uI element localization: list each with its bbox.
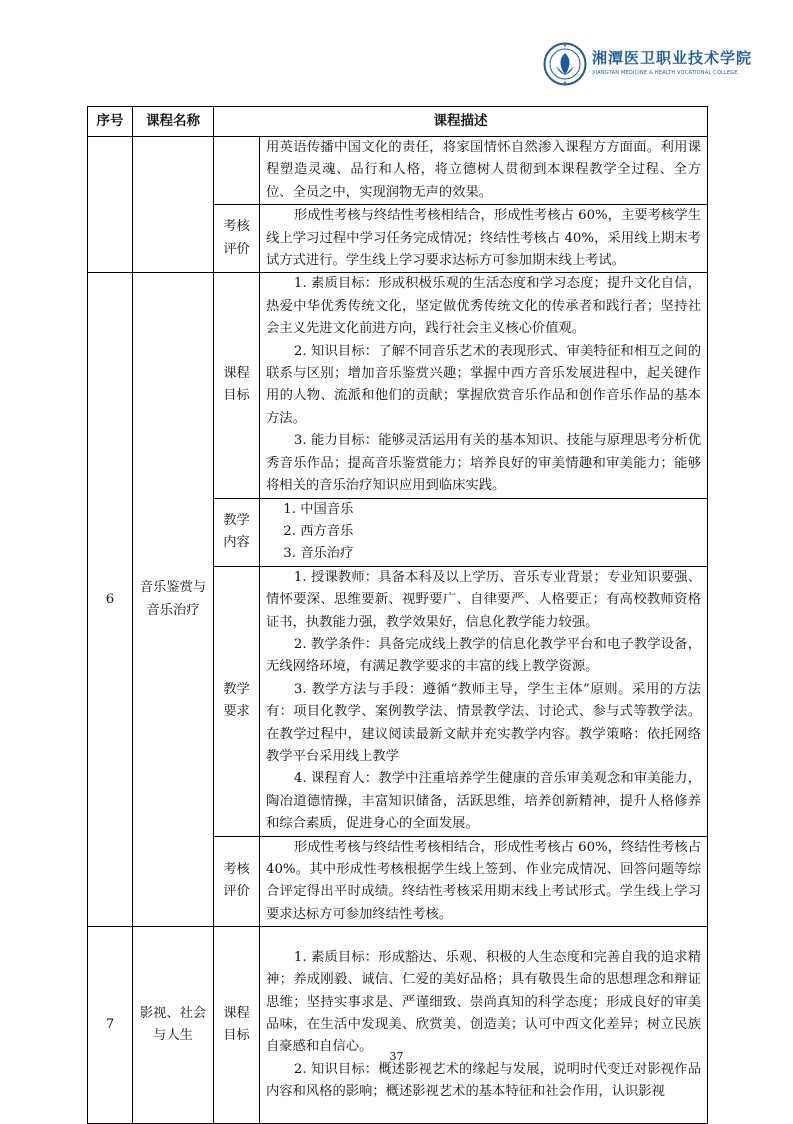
logo-chinese-name: 湘潭医卫职业技术学院 [592, 49, 753, 67]
prev-assess-text: 形成性考核与终结性考核相结合，形成性考核占 60%，主要考核学生线上学习过程中学习任务完成情况；终结性考核占 40%，采用线上期末考试方式进行。学生线上学习要求达标方可参加期末线上考试。 [260, 205, 708, 273]
list-item: 3. 教学方法与手段：遵循“教师主导，学生主体”原则。采用的方法有：项目化教学、案例教学法、情景教学法、讨论式、参与式等教学法。在教学过程中，建议阅读最新文献并充实教学内容。教学策略：依托网络教学平台采用线上教学 [266, 681, 701, 764]
list-item: 3. 能力目标：能够灵活运用有关的基本知识、技能与原理思考分析优秀音乐作品；提高音乐鉴赏能力；培养良好的审美情趣和审美能力；能够将相关的音乐治疗知识应用到临床实践。 [266, 433, 701, 494]
row6-course-name: 音乐鉴赏与音乐治疗 [133, 273, 214, 927]
header-course-name: 课程名称 [133, 107, 214, 137]
list-item: 1. 素质目标：形成积极乐观的生活态度和学习态度；提升文化自信，热爱中华优秀传统文化，坚定做优秀传统文化的传承者和践行者；坚持社会主义先进文化前进方向，践行社会主义核心价值观。 [266, 276, 701, 337]
page-number: 37 [389, 1050, 404, 1063]
row6-goals [260, 273, 708, 498]
row6-content-label: 教学内容 [214, 498, 260, 566]
row7-no: 7 [88, 927, 133, 1124]
college-emblem-icon [543, 42, 587, 86]
prev-assess-label: 考核评价 [214, 205, 260, 273]
list-item: 2. 西方音乐 [283, 523, 354, 539]
row6-req-label: 教学要求 [214, 566, 260, 836]
row7-goals [260, 927, 708, 1124]
course-table [87, 106, 708, 1124]
prev-name-cell [133, 137, 214, 273]
row6-reqs [260, 566, 708, 836]
logo-english-name: XIANGTAN MEDICINE & HEALTH VOCATIONAL COLLEGE [592, 70, 738, 76]
row6-no: 6 [88, 273, 133, 927]
list-item: 2. 知识目标：概述影视艺术的缘起与发展，说明时代变迁对影视作品内容和风格的影响；概述影视艺术的基本特征和社会作用，认识影视 [266, 1061, 701, 1100]
list-item: 3. 音乐治疗 [283, 546, 354, 562]
prev-continued-text: 用英语传播中国文化的责任，将家国情怀自然渗入课程方方面面。利用课程塑造灵魂、品行和人格，将立德树人贯彻到本课程教学全过程、全方位、全员之中，实现润物无声的效果。 [260, 137, 708, 205]
list-item: 4. 课程育人：教学中注重培养学生健康的音乐审美观念和审美能力，陶冶道德情操，丰富知识储备，活跃思维，培养创新精神，提升人格修养和综合素质，促进身心的全面发展。 [266, 771, 701, 832]
table-row [88, 137, 708, 205]
prev-no-cell [88, 137, 133, 273]
list-item: 1. 授课教师：具备本科及以上学历、音乐专业背景；专业知识要强、情怀要深、思维要新、视野要广、自律要严、人格要正；有高校教师资格证书，执教能力强，教学效果好，信息化教学能力较强。 [266, 569, 701, 630]
table-row [88, 927, 708, 1124]
table-row [88, 273, 708, 498]
list-item: 2. 教学条件：具备完成线上教学的信息化教学平台和电子教学设备，无线网络环境，有满足教学要求的丰富的线上教学资源。 [266, 636, 701, 675]
college-logo [543, 42, 753, 88]
row7-course-name: 影视、社会与人生 [133, 927, 214, 1124]
row7-goal-label: 课程目标 [214, 927, 260, 1124]
header-no: 序号 [88, 107, 133, 137]
row6-assess-label: 考核评价 [214, 836, 260, 927]
list-item: 1. 中国音乐 [283, 501, 354, 517]
row6-goal-label: 课程目标 [214, 273, 260, 498]
row6-contents [260, 498, 708, 566]
list-item: 1. 素质目标：形成豁达、乐观、积极的人生态度和完善自我的追求精神；养成刚毅、诚信、仁爱的美好品格；具有敬畏生命的思想理念和辩证思维；坚持实事求是、严谨细致、崇尚真知的科学态度；形成良好的审美品味，在生活中发现美、欣赏美、创造美；认可中西文化差异；树立民族自豪感和自信心。 [266, 949, 701, 1055]
table-header-row [88, 107, 708, 137]
header-course-desc: 课程描述 [214, 107, 708, 137]
prev-label-cell [214, 137, 260, 205]
row6-assess-text: 形成性考核与终结性考核相结合，形成性考核占 60%，终结性考核占 40%。其中形成性考核根据学生线上签到、作业完成情况、回答问题等综合评定得出平时成绩。终结性考核采用期末线上考试形式。学生线上学习要求达标方可参加终结性考核。 [260, 836, 708, 927]
list-item: 2. 知识目标：了解不同音乐艺术的表现形式、审美特征和相互之间的联系与区别；增加音乐鉴赏兴趣；掌握中西方音乐发展进程中，起关键作用的人物、流派和他们的贡献；掌握欣赏音乐作品和创作音乐作品的基本方法。 [266, 343, 701, 426]
